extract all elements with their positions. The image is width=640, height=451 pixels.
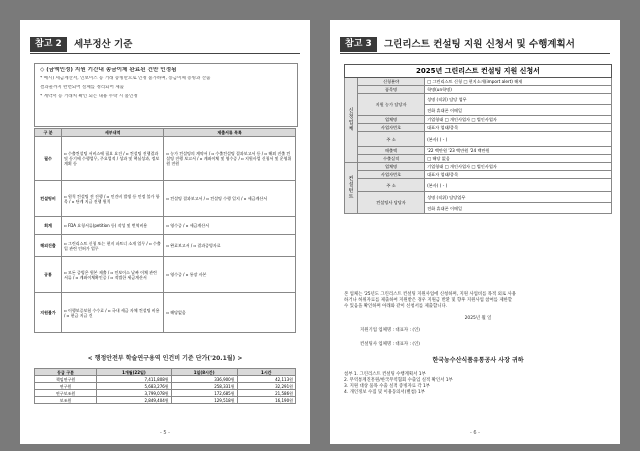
table-row bbox=[35, 293, 296, 333]
form-label: 수출실적 bbox=[358, 155, 425, 163]
notice-box bbox=[34, 63, 298, 127]
attachment-note: 4. 개인정보 수집 및 이용동의서(별첨) 1부 bbox=[344, 390, 426, 395]
form-value[interactable]: '22 백만원 '23 백만원 '24 백만원 bbox=[425, 147, 612, 155]
table-cell: ▫ 모든 증빙은 원본 제출 / ▫ 인보이스 날짜 이체 관련 서류 / ▫ 계좌이체확인증 / ▫ 적법한 세금계산서 bbox=[62, 257, 164, 293]
table-cell: ▫ 수출컨설팅 서비스에 필요 요건 / ▫ 컨설팅 진행결과 및 등기에 수행업무, 주요업적 / 성과 및 핵심성과, 정보계획 등 bbox=[62, 137, 164, 181]
table-row bbox=[35, 217, 296, 235]
table-cell: ▫ 영수증 / ▫ 통장 사본 bbox=[164, 257, 296, 293]
form-value[interactable]: (본사) ( - ) bbox=[425, 179, 612, 192]
form-label: 사업자번호 bbox=[358, 124, 425, 132]
table-row bbox=[35, 383, 296, 390]
table-row bbox=[35, 376, 296, 383]
form-title: 2025년 그린리스트 컨설팅 지원 신청서 bbox=[345, 65, 612, 78]
table-cell: 컨설팅비 bbox=[35, 181, 62, 217]
notice-line: ◇ (금액인정) 지원 기간내 송금이체 완료된 건만 인정됨 bbox=[40, 67, 177, 73]
table-cell: 회계 bbox=[35, 217, 62, 235]
table-cell: 172,685원 bbox=[171, 390, 237, 397]
form-label: 지원 농가 담당자 bbox=[358, 94, 425, 116]
form-label: 품목명 bbox=[358, 86, 425, 94]
table-row bbox=[35, 257, 296, 293]
table-cell: ▫ 이행보증보험 수수료 / ▫ 국내 세금 자체 컨설팅 비용 / ▫ 현금 지급 건 bbox=[62, 293, 164, 333]
table-cell: 32,291원 bbox=[237, 383, 295, 390]
page-number: - 6 - bbox=[470, 430, 480, 436]
form-value[interactable]: 대표자 업태/종목 bbox=[425, 171, 612, 179]
table-cell: 지원불가 bbox=[35, 293, 62, 333]
form-value[interactable]: 성명 (직위) 담당업무 bbox=[425, 192, 612, 203]
declaration-line: 본 업체는 '25년도 그린리스트 컨설팅 지원사업에 신청하며, 지원 사업비를 목적 외로 사용 bbox=[344, 292, 516, 297]
table-header: 1일(8시간) bbox=[171, 369, 237, 376]
applicant-signature-line: 지원기업 업체명 : 대표자 : (인) bbox=[360, 328, 421, 333]
declaration-line: 수 있음을 확인하며 아래와 같이 신청서를 제출합니다. bbox=[344, 304, 448, 309]
table-cell: 129,518원 bbox=[171, 397, 237, 404]
table-cell: 연구보조원 bbox=[35, 390, 97, 397]
notice-line: * 계약서 등 거래처 확인 되는 내용 누락 시 불인정 bbox=[40, 94, 138, 99]
settlement-table bbox=[34, 128, 296, 333]
form-value[interactable]: 대표자 업태/종목 bbox=[425, 124, 612, 132]
table-row bbox=[35, 235, 296, 257]
table-row bbox=[35, 137, 296, 181]
wage-table bbox=[34, 368, 296, 404]
section-tag: 참고 3 bbox=[340, 37, 377, 52]
table-row bbox=[35, 390, 296, 397]
table-header: 1시간 bbox=[237, 369, 295, 376]
table-cell: 7,411,808원 bbox=[97, 376, 172, 383]
table-cell: 필수 bbox=[35, 137, 62, 181]
table-cell: 21,586원 bbox=[237, 390, 295, 397]
form-value[interactable]: (본사) ( - ) bbox=[425, 132, 612, 147]
left-page bbox=[20, 20, 310, 444]
table-cell: ▫ 영수증 / ▫ 세금계산서 bbox=[164, 217, 296, 235]
table-row bbox=[35, 397, 296, 404]
application-form bbox=[344, 64, 612, 214]
form-label: 매출액 bbox=[358, 147, 425, 155]
wage-table-title: < 행정안전부 학술연구용역 인건비 기준 단가('20.1월) > bbox=[87, 355, 243, 362]
declaration-line: 하거나 허위자료를 제출하여 지원받은 경우 지원금 반환 및 향후 지원사업 참여를 제한할 bbox=[344, 298, 513, 303]
table-cell: 공통 bbox=[35, 257, 62, 293]
notice-line: * 예시) 세금계산서, 인보이스 등 거래 증빙만으로 인정 불가하며, 송금이체 증빙과 산출 bbox=[40, 76, 211, 81]
table-cell: ▫ FDA 요청서류(petition 등) 작성 및 번역비용 bbox=[62, 217, 164, 235]
section-header bbox=[30, 37, 300, 54]
form-value[interactable]: 전화 휴대폰 이메일 bbox=[425, 203, 612, 214]
form-label: 사업자번호 bbox=[358, 171, 425, 179]
table-header: 1개월(22일) bbox=[97, 369, 172, 376]
table-cell: ▫ 원칙 컨설팅 전 진행 / ▫ 인건비 발생 등 인정 불가 항목 / ▫ 단계 지급 진행 원칙 bbox=[62, 181, 164, 217]
attachment-note: 첨부 1. 그린리스트 컨설팅 수행계획서 1부 bbox=[344, 372, 426, 377]
form-label: 업체명 bbox=[358, 116, 425, 124]
table-cell: ▫ 완료보고서 / ▫ 결과증빙자료 bbox=[164, 235, 296, 257]
section-title: 그린리스트 컨설팅 지원 신청서 및 수행계획서 bbox=[384, 39, 575, 50]
consultant-signature-line: 컨설팅사 업체명 : 대표자 : (인) bbox=[360, 342, 421, 347]
form-value[interactable]: □ 해당 없음 bbox=[425, 155, 612, 163]
applicant-side-label: 신청업체 bbox=[345, 78, 358, 163]
form-value[interactable]: 전화 휴대폰 이메일 bbox=[425, 105, 612, 116]
table-cell: 3,799,078원 bbox=[97, 390, 172, 397]
table-cell: 258,331원 bbox=[171, 383, 237, 390]
addressee: 한국농수산식품유통공사 사장 귀하 bbox=[432, 357, 524, 364]
attachment-note: 3. 지원 대상 품목 수출 실적 증빙자료 각 1부 bbox=[344, 384, 431, 389]
table-cell: ▫ 컨설팅 결과보고서 / ▫ 컨설팅 수행 일지 / ▫ 세금계산서 bbox=[164, 181, 296, 217]
table-cell: 책임연구원 bbox=[35, 376, 97, 383]
table-cell: 2,849,404원 bbox=[97, 397, 172, 404]
right-page bbox=[330, 20, 620, 444]
table-cell: 16,190원 bbox=[237, 397, 295, 404]
date-line: 2025년 월 일 bbox=[464, 316, 492, 321]
page-number: - 5 - bbox=[160, 430, 170, 436]
form-label: 컨설팅사 담당자 bbox=[358, 192, 425, 214]
form-label: 주 소 bbox=[358, 132, 425, 147]
table-cell: 336,900원 bbox=[171, 376, 237, 383]
section-tag: 참고 2 bbox=[30, 37, 67, 52]
form-value[interactable]: 기업형태 □ 개인사업자 □ 법인사업자 bbox=[425, 163, 612, 171]
consultant-side-label: 컨설턴트 bbox=[345, 163, 358, 214]
form-value[interactable]: □ 그린리스트 신청 □ 현지소개(import alert) 해제 bbox=[425, 78, 612, 86]
notice-line: 결과물까지 완련되어 실체를 정리되어 제출 bbox=[40, 85, 124, 90]
table-row bbox=[35, 181, 296, 217]
table-cell: 해외진출 bbox=[35, 235, 62, 257]
table-header: 구 분 bbox=[35, 129, 62, 137]
table-header: 등급 구분 bbox=[35, 369, 97, 376]
table-cell: 보조원 bbox=[35, 397, 97, 404]
table-cell: ▫ 그린리스트 신청 또는 현지 파트너 소개 업무 / ▫ 수출입 관련 인허가 업무 bbox=[62, 235, 164, 257]
form-value[interactable]: 학명(un학명) bbox=[425, 86, 612, 94]
section-header bbox=[340, 37, 610, 54]
form-value[interactable]: 성명 (직위) 담당 업무 bbox=[425, 94, 612, 105]
form-label: 주 소 bbox=[358, 179, 425, 192]
form-value[interactable]: 기업형태 □ 개인사업자 □ 법인사업자 bbox=[425, 116, 612, 124]
section-title: 세부정산 기준 bbox=[74, 39, 133, 50]
form-label: 업체명 bbox=[358, 163, 425, 171]
form-label: 신청분야 bbox=[358, 78, 425, 86]
table-header: 제출서류 목록 bbox=[164, 129, 296, 137]
table-cell: 42,113원 bbox=[237, 376, 295, 383]
table-cell: 5,683,276원 bbox=[97, 383, 172, 390]
table-header: 세부내역 bbox=[62, 129, 164, 137]
table-cell: 연구원 bbox=[35, 383, 97, 390]
table-cell: ▫ 농가 컨설팅의 계약서 / ▫ 수출컨설팅 결과보고서 등 / ▫ 해외 진출 컨설팅 진행 보고서 / ▫ 계좌이체 및 영수증 / ▫ 지원사업 신청서 및 운영위원 전원 bbox=[164, 137, 296, 181]
attachment-note: 2. 무역통계진흥원/한국무역협회 수출입 실적 확인서 1부 bbox=[344, 378, 453, 383]
table-cell: ▫ 해당없음 bbox=[164, 293, 296, 333]
